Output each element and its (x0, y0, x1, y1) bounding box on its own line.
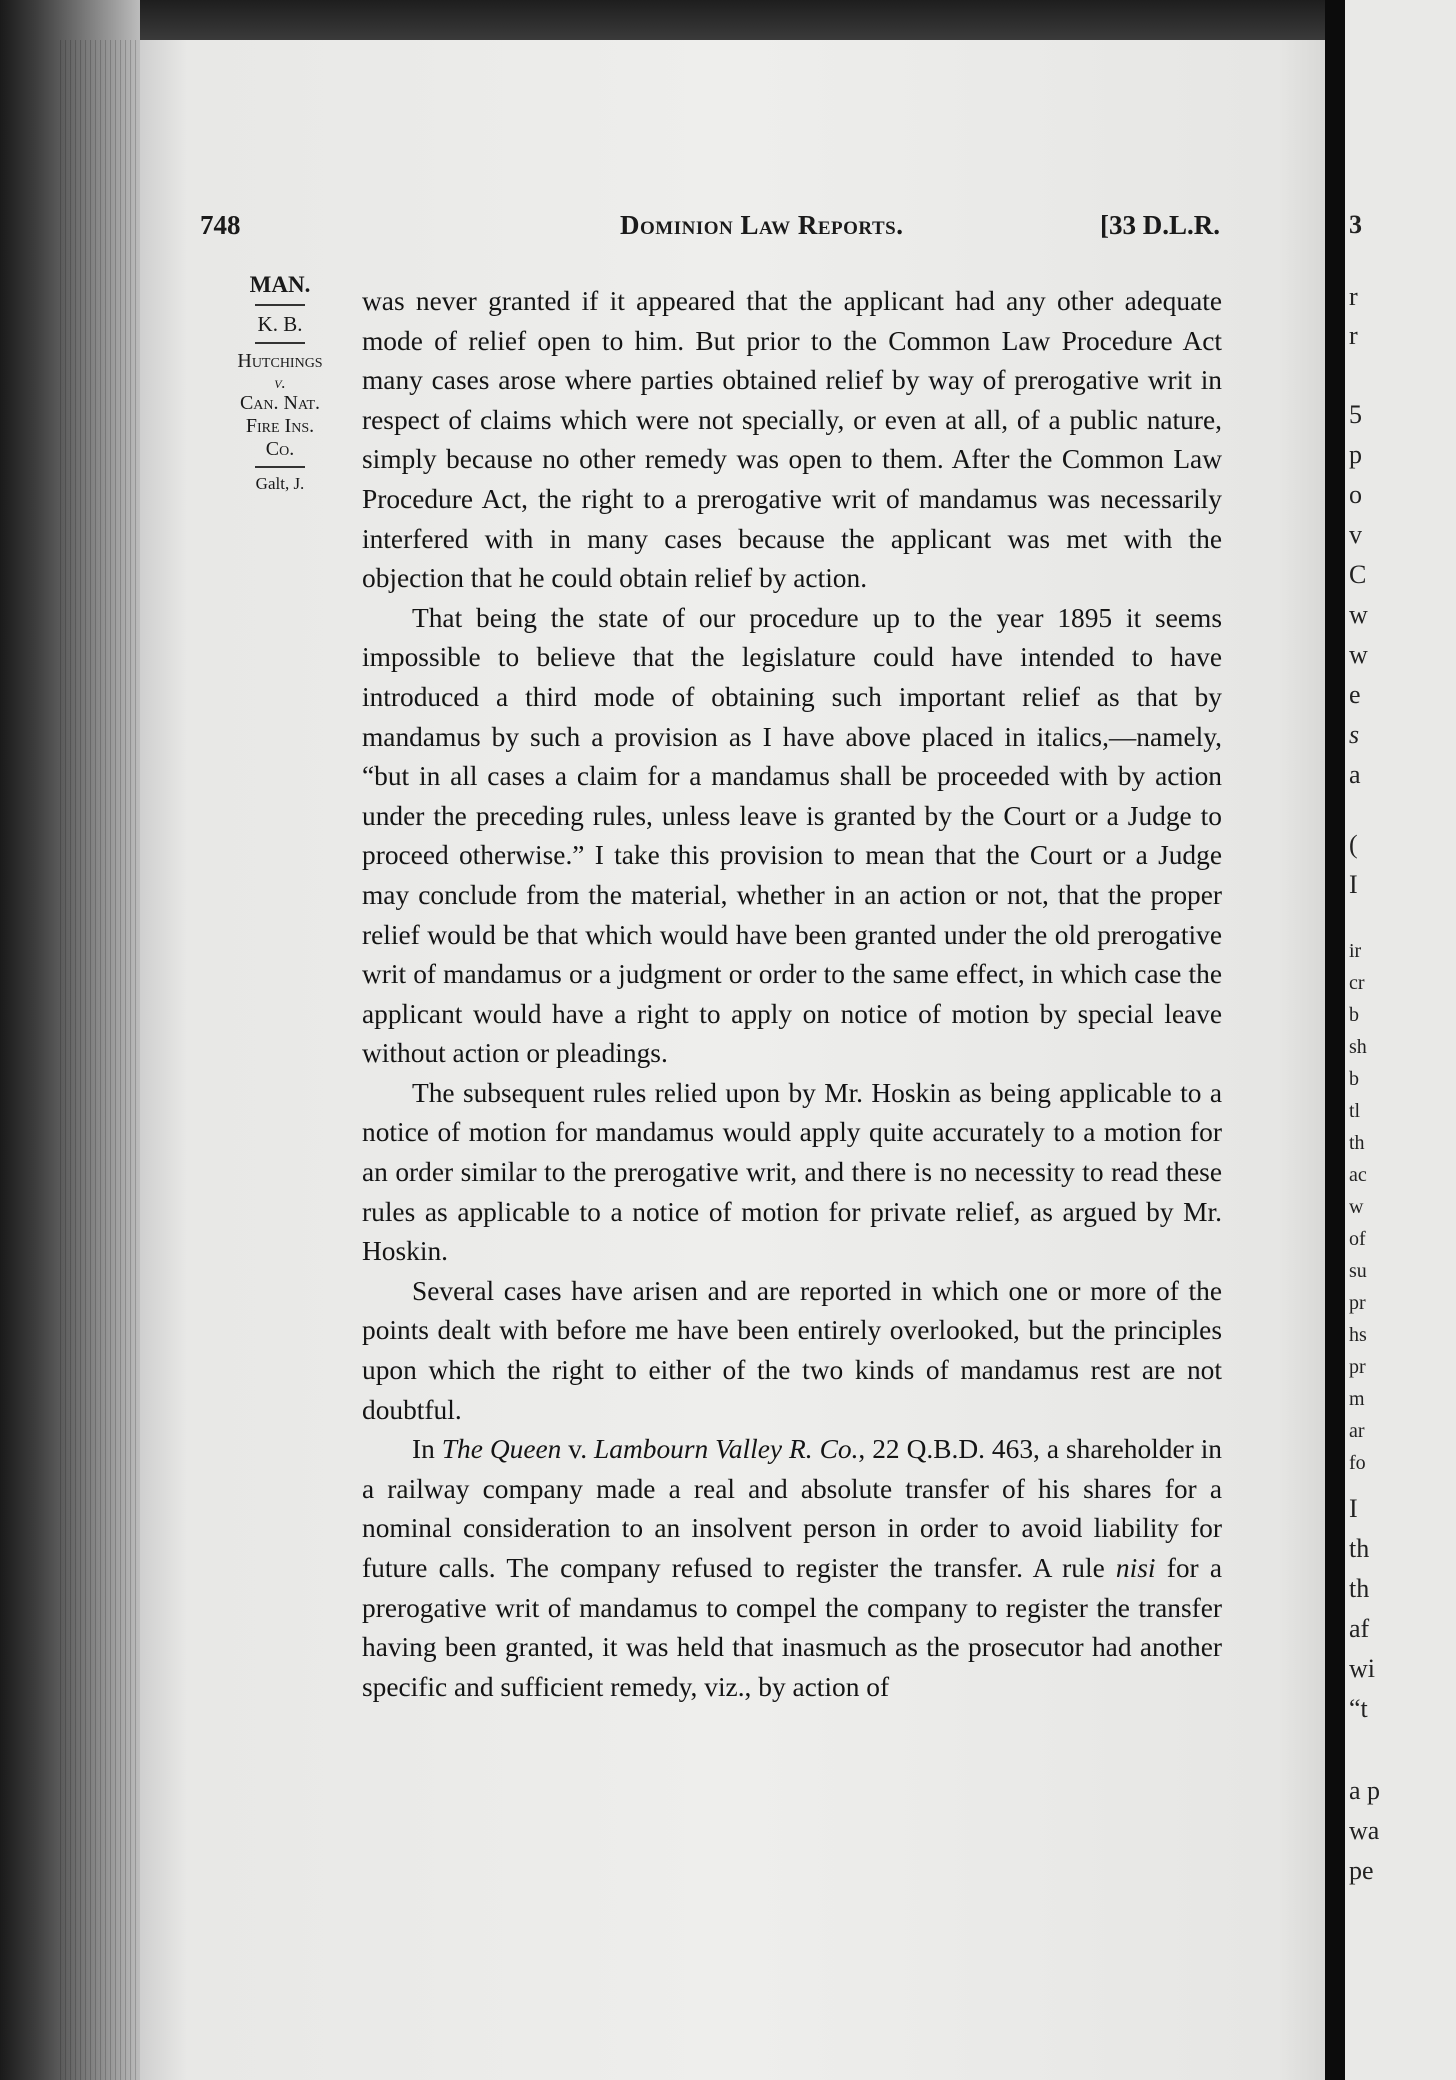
sidenote-case-line: Fire Ins. (245, 415, 315, 438)
sidenote-case-line: Co. (265, 438, 295, 461)
facing-page-text: of (1349, 1228, 1366, 1250)
sidenote-province: MAN. (249, 272, 311, 297)
page-stack-edges (60, 40, 150, 2080)
facing-page-text: w (1349, 600, 1368, 629)
facing-page-text: p (1349, 440, 1362, 469)
facing-page-text: wa (1349, 1816, 1380, 1845)
sidenote-rule (255, 342, 305, 344)
facing-page-text: e (1349, 680, 1361, 709)
text-run: In (412, 1434, 442, 1465)
facing-page-text: w (1349, 640, 1368, 669)
facing-page-text: ac (1349, 1164, 1367, 1186)
facing-page-text: sh (1349, 1036, 1367, 1058)
facing-page-text: pr (1349, 1356, 1366, 1378)
sidenote-case-name (205, 350, 355, 462)
facing-page-text: tl (1349, 1100, 1361, 1122)
facing-page-text: r (1349, 321, 1358, 350)
facing-page-text: s (1349, 720, 1360, 749)
facing-page-text: 5 (1349, 400, 1362, 429)
facing-page-text: cr (1349, 972, 1365, 994)
paragraph: was never granted if it appeared that the applicant had any other adequate mode of relief open to him. But prior to the Common Law Procedure Act many cases arose where parties obtained relief by way of prerogative writ in respect of claims which were not specially, or even at all, of a public nature, simply because no other remedy was open to them. After the Common Law Procedure Act, the right to a prerogative writ of mandamus was necessarily interfered with in many cases because the applicant was met with the objection that he could obtain relief by action. (362, 286, 1222, 594)
paragraph: That being the state of our procedure up to the year 1895 it seems impossible to believe that the legislature could have intended to have introduced a third mode of obtaining such important relief as that by mandamus by such a provision as I have above placed in italics,—namely, “but in all cases a claim for a mandamus shall be proceeded with by action under the preceding rules, unless leave is granted by the Court or a Judge to proceed otherwise.” I take this provision to mean that the Court or a Judge may conclude from the material, whether in an action or not, that the proper relief would be that which would have been granted under the old prerogative writ of mandamus or a judgment or order to the same effect, in which case the applicant would have a right to apply on notice of motion by special leave without action or pleadings. (362, 602, 1222, 1069)
facing-page-text: su (1349, 1260, 1367, 1282)
paragraph: Several cases have arisen and are reported in which one or more of the points dealt with before me have been entirely overlooked, but the principles upon which the right to either of the two kinds of mandamus rest are not doubtful. (362, 1275, 1222, 1425)
book-gutter (1325, 0, 1345, 2080)
facing-page-text: b (1349, 1068, 1359, 1090)
facing-page-text: 3 (1349, 210, 1362, 239)
page-number: 748 (200, 210, 241, 240)
facing-page-text: a p (1349, 1776, 1381, 1805)
top-shadow (140, 0, 1325, 40)
page-header (200, 210, 1220, 250)
facing-page-text: hs (1349, 1324, 1367, 1346)
facing-page-text: ir (1349, 940, 1362, 962)
facing-page-text: I (1349, 870, 1358, 899)
sidenote-judge: Galt, J. (255, 474, 305, 494)
text-run: for a prerogative writ of mandamus to compel the company to register the transfer having been granted, it was held that inasmuch as the prosecutor had another specific and sufficient remedy, viz., by action of (362, 1553, 1222, 1702)
facing-page-text: th (1349, 1132, 1365, 1154)
facing-page-text: o (1349, 480, 1362, 509)
facing-page-text: af (1349, 1614, 1370, 1643)
facing-page-text: th (1349, 1534, 1370, 1563)
facing-page-text: a (1349, 760, 1361, 789)
case-name-italic: The Queen (441, 1434, 562, 1465)
facing-page-text: ( (1349, 830, 1358, 859)
paragraph (362, 1430, 1222, 1707)
facing-page-text: I (1349, 1494, 1358, 1523)
facing-page-text: “t (1349, 1694, 1368, 1723)
body-text (362, 282, 1222, 1707)
sidenote-rule (255, 304, 305, 306)
volume-reference: [33 D.L.R. (1100, 210, 1220, 240)
facing-page-text: r (1349, 282, 1358, 311)
running-title: Dominion Law Reports. (620, 210, 904, 240)
latin-term-italic: nisi (1115, 1553, 1156, 1583)
sidenote-case-versus: v. (274, 372, 286, 392)
facing-page-text: pr (1349, 1292, 1366, 1314)
sidenote-case-line: Can. Nat. (239, 392, 321, 415)
sidenote-rule (255, 466, 305, 468)
facing-page-fragment (1345, 0, 1456, 2080)
facing-page-text: fo (1349, 1452, 1366, 1474)
sidenote-court: K. B. (257, 312, 303, 337)
facing-page-text: ar (1349, 1420, 1365, 1442)
facing-page-text: v (1349, 520, 1362, 549)
facing-page-text: m (1349, 1388, 1365, 1410)
facing-page-text: pe (1349, 1856, 1374, 1885)
facing-page-text: wi (1349, 1654, 1375, 1683)
margin-sidenote (205, 272, 355, 494)
sidenote-case-line: Hutchings (237, 349, 323, 372)
case-name-italic: Lambourn Valley R. Co. (594, 1434, 859, 1465)
facing-page-text: w (1349, 1196, 1364, 1218)
text-run: v. (561, 1434, 595, 1465)
text-run: , 22 Q.B.D. 463, a shareholder in a railway company made a real and absolute transfer of his shares for a nominal consideration to an insolvent person in order to avoid liability for future calls. The company refused to register the transfer. A rule (362, 1434, 1223, 1583)
facing-page-text: C (1349, 560, 1367, 589)
paragraph: The subsequent rules relied upon by Mr. Hoskin as being applicable to a notice of motion for mandamus would apply quite accurately to a motion for an order similar to the prerogative writ, and there is no necessity to read these rules as applicable to a notice of motion for private relief, as argued by Mr. Hoskin. (362, 1077, 1222, 1267)
facing-page-text: b (1349, 1004, 1359, 1026)
facing-page-text: th (1349, 1574, 1370, 1603)
